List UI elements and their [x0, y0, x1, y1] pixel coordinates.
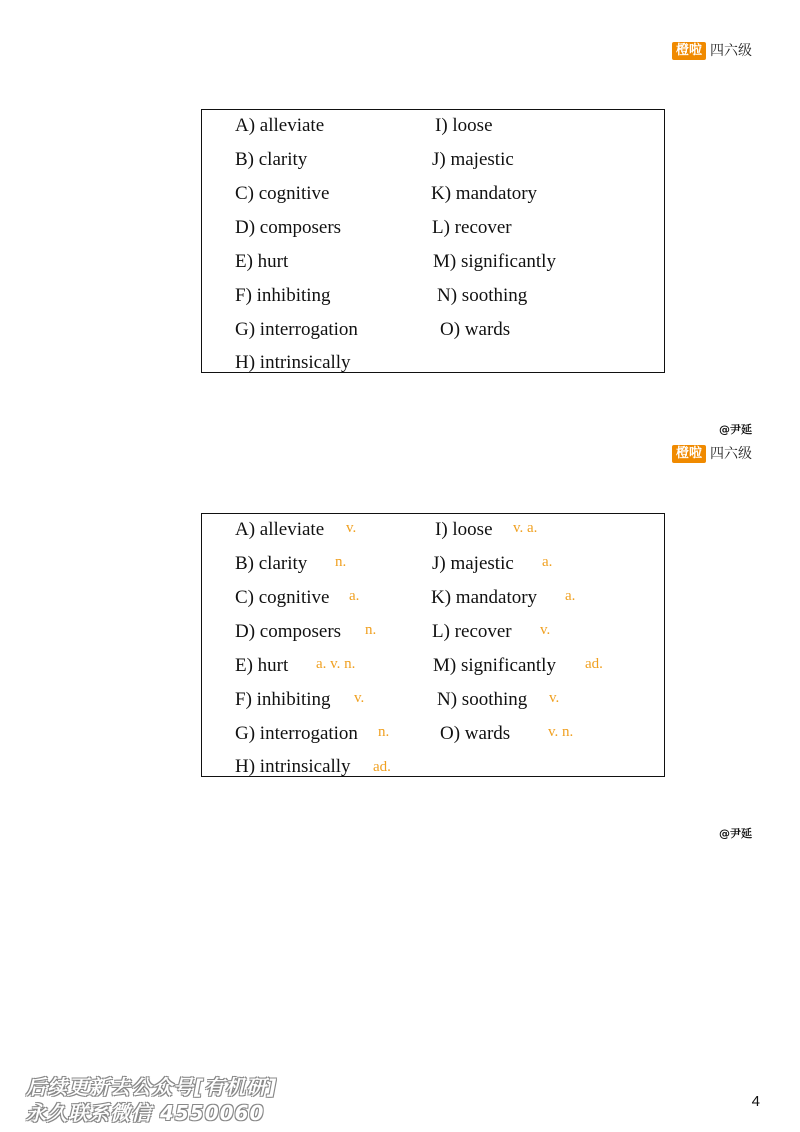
watermark	[26, 1074, 277, 1126]
word-item-n: N) soothing	[437, 689, 528, 710]
word-item-b: B) clarity	[235, 553, 308, 574]
page-number: 4	[751, 1093, 760, 1110]
word-item-e: E) hurt	[235, 251, 289, 272]
watermark-line-2: 永久联系微信 4550060	[26, 1101, 265, 1125]
word-item-g: G) interrogation	[235, 319, 358, 340]
brand-header	[672, 445, 752, 463]
brand-text: 四六级	[710, 43, 752, 59]
word-item-h: H) intrinsically	[235, 352, 351, 373]
word-item-b: B) clarity	[235, 149, 308, 170]
word-item-j: J) majestic	[432, 149, 514, 170]
pos-label-k: a.	[565, 588, 576, 604]
watermark-line-1: 后续更新去公众号[有机研]	[26, 1075, 278, 1099]
word-item-l: L) recover	[432, 217, 512, 238]
word-item-o: O) wards	[440, 723, 511, 744]
word-item-j: J) majestic	[432, 553, 514, 574]
word-item-i: I) loose	[435, 115, 493, 136]
word-item-c: C) cognitive	[235, 183, 330, 204]
pos-label-b: n.	[335, 554, 347, 570]
word-item-a: A) alleviate	[235, 115, 325, 136]
brand-header	[672, 42, 752, 60]
word-item-e: E) hurt	[235, 655, 289, 676]
word-item-h: H) intrinsically	[235, 756, 351, 777]
pos-label-n: v.	[549, 690, 560, 706]
word-item-d: D) composers	[235, 621, 342, 642]
word-item-l: L) recover	[432, 621, 512, 642]
author-handle: @尹延	[719, 827, 752, 840]
word-item-m: M) significantly	[433, 655, 556, 676]
word-item-f: F) inhibiting	[235, 689, 331, 710]
pos-label-h: ad.	[373, 759, 391, 775]
brand-text: 四六级	[710, 446, 752, 462]
word-item-k: K) mandatory	[431, 587, 538, 608]
brand-logo: 橙啦	[672, 445, 706, 463]
word-item-c: C) cognitive	[235, 587, 330, 608]
word-item-a: A) alleviate	[235, 519, 325, 540]
word-item-f: F) inhibiting	[235, 285, 331, 306]
word-item-o: O) wards	[440, 319, 511, 340]
word-item-i: I) loose	[435, 519, 493, 540]
pos-label-i: v. a.	[513, 520, 538, 536]
pos-label-d: n.	[365, 622, 377, 638]
pos-label-f: v.	[354, 690, 365, 706]
pos-label-g: n.	[378, 724, 390, 740]
annotated-word-bank-box	[201, 513, 665, 777]
word-item-d: D) composers	[235, 217, 342, 238]
pos-label-e: a. v. n.	[316, 656, 356, 672]
word-item-n: N) soothing	[437, 285, 528, 306]
pos-label-m: ad.	[585, 656, 603, 672]
pos-label-j: a.	[542, 554, 553, 570]
pos-label-a: v.	[346, 520, 357, 536]
word-item-g: G) interrogation	[235, 723, 358, 744]
word-bank-box	[201, 109, 665, 373]
pos-label-c: a.	[349, 588, 360, 604]
word-item-m: M) significantly	[433, 251, 556, 272]
brand-logo: 橙啦	[672, 42, 706, 60]
author-handle: @尹延	[719, 423, 752, 436]
word-item-k: K) mandatory	[431, 183, 538, 204]
pos-label-o: v. n.	[548, 724, 574, 740]
pos-label-l: v.	[540, 622, 551, 638]
